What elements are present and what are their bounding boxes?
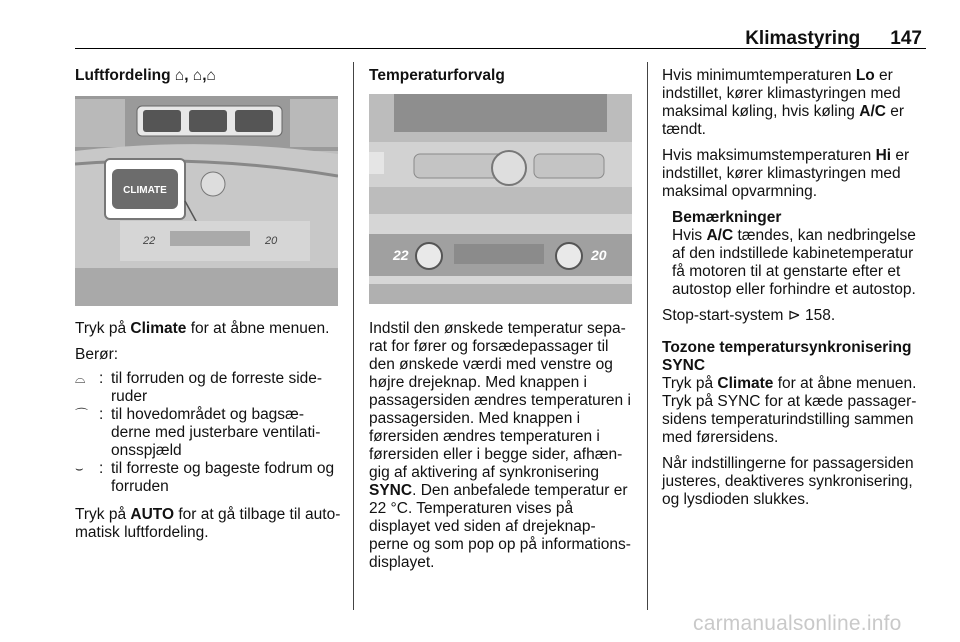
vent-airflow-icon: ⌒ [75,407,89,422]
page-number: 147 [890,28,922,49]
paragraph-auto: Tryk på AUTO for at gå tilbage til auto-matisk luftfordeling. [75,506,341,541]
column-3 [662,67,928,509]
paragraph-temperature-preset: Indstil den ønskede temperatur sepa-rat for fører og forsædepassager til den ønskede værdi med venstre og højre drejeknap. Med knappen i passagersiden ændres temperaturen i passagersiden. Med knappen i førersiden ændres temperaturen i førersiden eller i begge sider, afhæn-gig af aktivering af synkronisering SYNC. Den anbefalede temperatur er 22 °C. Temperaturen vises på displayet ved siden af drejeknap-perne og som pop op på informations-displayet. [369,320,631,571]
column-1-body [75,320,341,542]
column-2-heading [369,67,634,85]
paragraph-hi: Hvis maksimumstemperaturen Hi er indstillet, kører klimastyringen med maksimal opvarmning. [662,147,910,200]
photo1-right-temp: 20 [265,235,278,247]
header-rule [75,48,926,49]
paragraph-open-menu: Tryk på Climate for at åbne menuen. [75,320,330,337]
paragraph-sync-off: Når indstillingerne for passagersiden justeres, deaktiveres synkronisering, og lysdioden slukkes. [662,455,914,508]
photo2-left-temp: 22 [393,247,409,263]
airflow-icons: ⌂, ⌂,⌂ [174,67,216,84]
paragraph-sync: Tryk på Climate for at åbne menuen. Tryk på SYNC for at kæde passager-sidens temperaturindstilling sammen med førersidens. [662,375,917,446]
note-text: Hvis A/C tændes, kan nedbringelse af den indstillede kabinetemperatur få motoren til at genstarte efter et autostop eller forhindre et autostop. [672,227,916,298]
climate-button-label: CLIMATE [123,185,167,196]
note-box [662,209,928,299]
temperature-knob-photo [369,94,632,304]
note-title: Bemærkninger [672,209,782,226]
windshield-airflow-icon: ⌓ [75,371,86,386]
column-divider-2 [647,62,648,610]
section-heading-airflow: Luftfordeling ⌂, ⌂,⌂ [75,67,216,84]
stop-start-reference: Stop-start-system ⊳ 158. [662,307,836,324]
watermark: carmanualsonline.info [693,612,902,635]
chapter-title: Klimastyring [745,28,861,49]
list-item: ⌒ : til hovedområdet og bagsæ-derne med justerbare ventilati-onsspjæld [75,406,321,459]
page-header [745,28,922,50]
list-item: ⌓ : til forruden og de forreste side-ruder [75,370,323,405]
photo1-left-temp: 22 [143,235,156,247]
column-divider-1 [353,62,354,610]
column-1 [75,67,340,85]
paragraph-touch: Berør: [75,346,119,363]
list-item: ⌣ : til forreste og bageste fodrum og forruden [75,460,335,495]
paragraph-lo: Hvis minimumtemperaturen Lo er indstillet, kører klimastyringen med maksimal køling, hvis køling A/C er tændt. [662,67,905,138]
airflow-option-list [75,370,341,496]
section-heading-sync: Tozone temperatursynkronisering SYNC [662,339,912,374]
photo2-right-temp: 20 [591,247,607,263]
section-heading-temperature: Temperaturforvalg [369,67,505,84]
footwell-airflow-icon: ⌣ [75,461,84,476]
climate-panel-photo [75,96,338,306]
column-2-body [369,320,635,572]
